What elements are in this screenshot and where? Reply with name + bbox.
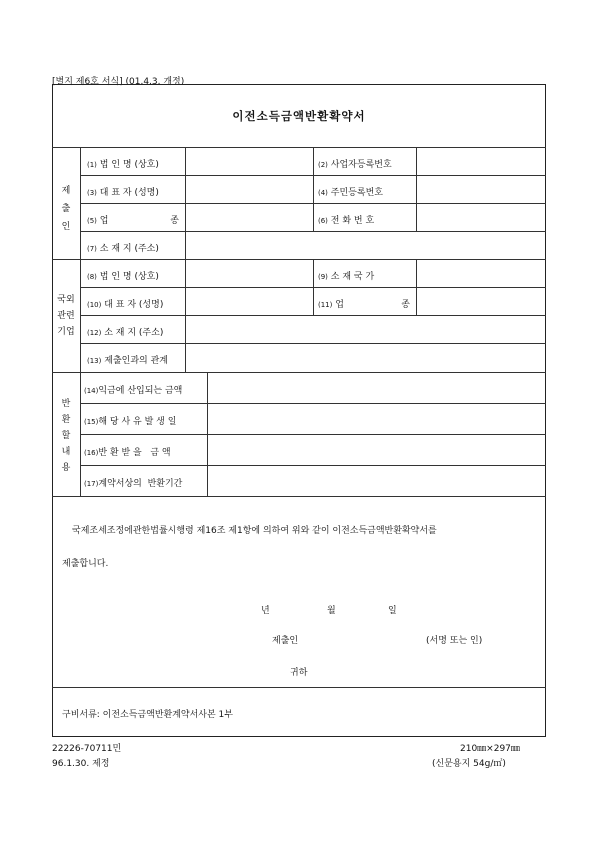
field-label-foreign-company-name: (8) 법 인 명 (상호) — [87, 272, 159, 282]
return-period-field[interactable] — [208, 466, 545, 495]
company-name-field[interactable] — [186, 148, 312, 174]
field-label-foreign-address: (12) 소 재 지 (주소) — [87, 328, 164, 338]
form-title: 이전소득금액반환확약서 — [232, 109, 366, 123]
date-year-label: 년 — [261, 606, 270, 616]
country-field[interactable] — [417, 260, 545, 286]
signature-label: (서명 또는 인) — [426, 636, 483, 646]
section-label-return-details: 반 환 할 내 용 — [61, 399, 71, 473]
foreign-address-field[interactable] — [186, 316, 545, 342]
business-reg-no-field[interactable] — [417, 148, 545, 174]
form-code: 22226-70711민 — [52, 744, 122, 754]
field-label-representative: (3) 대 표 자 (성명) — [87, 188, 159, 198]
divider — [313, 147, 314, 231]
field-label-foreign-business-type: (11) 업 종 — [318, 300, 410, 310]
business-type-field[interactable] — [186, 204, 312, 230]
statement-text: 국제조세조정에관한법률시행령 제16조 제1항에 의하여 위와 같이 이전소득금액반환확약서를 — [72, 526, 437, 536]
divider — [52, 496, 546, 497]
field-label-resident-reg-no: (4) 주민등록번호 — [318, 188, 383, 198]
income-amount-field[interactable] — [208, 373, 545, 402]
foreign-representative-field[interactable] — [186, 288, 312, 314]
required-documents: 구비서류: 이전소득금액반환계약서사본 1부 — [62, 710, 233, 720]
field-label-business-type: (5) 업 종 — [87, 216, 179, 226]
representative-field[interactable] — [186, 176, 312, 202]
date-day-label: 일 — [388, 606, 397, 616]
date-month-label: 월 — [327, 606, 336, 616]
field-label-return-amount: (16)반 환 받 을 금 액 — [84, 448, 171, 458]
addressee-label: 귀하 — [290, 668, 308, 678]
divider — [80, 147, 81, 496]
field-label-relationship: (13) 제출인과의 관계 — [87, 356, 168, 366]
return-amount-field[interactable] — [208, 435, 545, 464]
paper-size: 210㎜×297㎜ — [460, 744, 520, 754]
field-label-company-name: (1) 법 인 명 (상호) — [87, 160, 159, 170]
field-label-address: (7) 소 재 지 (주소) — [87, 244, 159, 254]
field-label-foreign-representative: (10) 대 표 자 (성명) — [87, 300, 164, 310]
field-label-return-period: (17)계약서상의 반환기간 — [84, 479, 183, 489]
paper-type: (신문용지 54g/㎡) — [432, 759, 506, 769]
field-label-phone: (6) 전 화 번 호 — [318, 216, 375, 226]
relationship-field[interactable] — [186, 344, 545, 371]
section-label-foreign-company: 국외 관련 기업 — [57, 295, 75, 337]
submitter-label: 제출인 — [272, 636, 299, 646]
divider — [52, 687, 546, 688]
divider — [313, 259, 314, 315]
foreign-company-name-field[interactable] — [186, 260, 312, 286]
phone-field[interactable] — [417, 204, 545, 230]
address-field[interactable] — [186, 232, 545, 258]
enactment-date: 96.1.30. 제정 — [52, 759, 110, 769]
field-label-income-amount: (14)익금에 산입되는 금액 — [84, 386, 183, 396]
statement-text-end: 제출합니다. — [62, 559, 109, 569]
field-label-business-reg-no: (2) 사업자등록번호 — [318, 160, 392, 170]
field-label-country: (9) 소 재 국 가 — [318, 272, 375, 282]
section-label-submitter: 제 출 인 — [61, 186, 71, 232]
occurrence-date-field[interactable] — [208, 404, 545, 433]
form-number-header: [별지 제6호 서식] (01.4.3. 개정) — [52, 77, 185, 87]
foreign-business-type-field[interactable] — [417, 288, 545, 314]
resident-reg-no-field[interactable] — [417, 176, 545, 202]
field-label-occurrence-date: (15)해 당 사 유 발 생 일 — [84, 417, 177, 427]
